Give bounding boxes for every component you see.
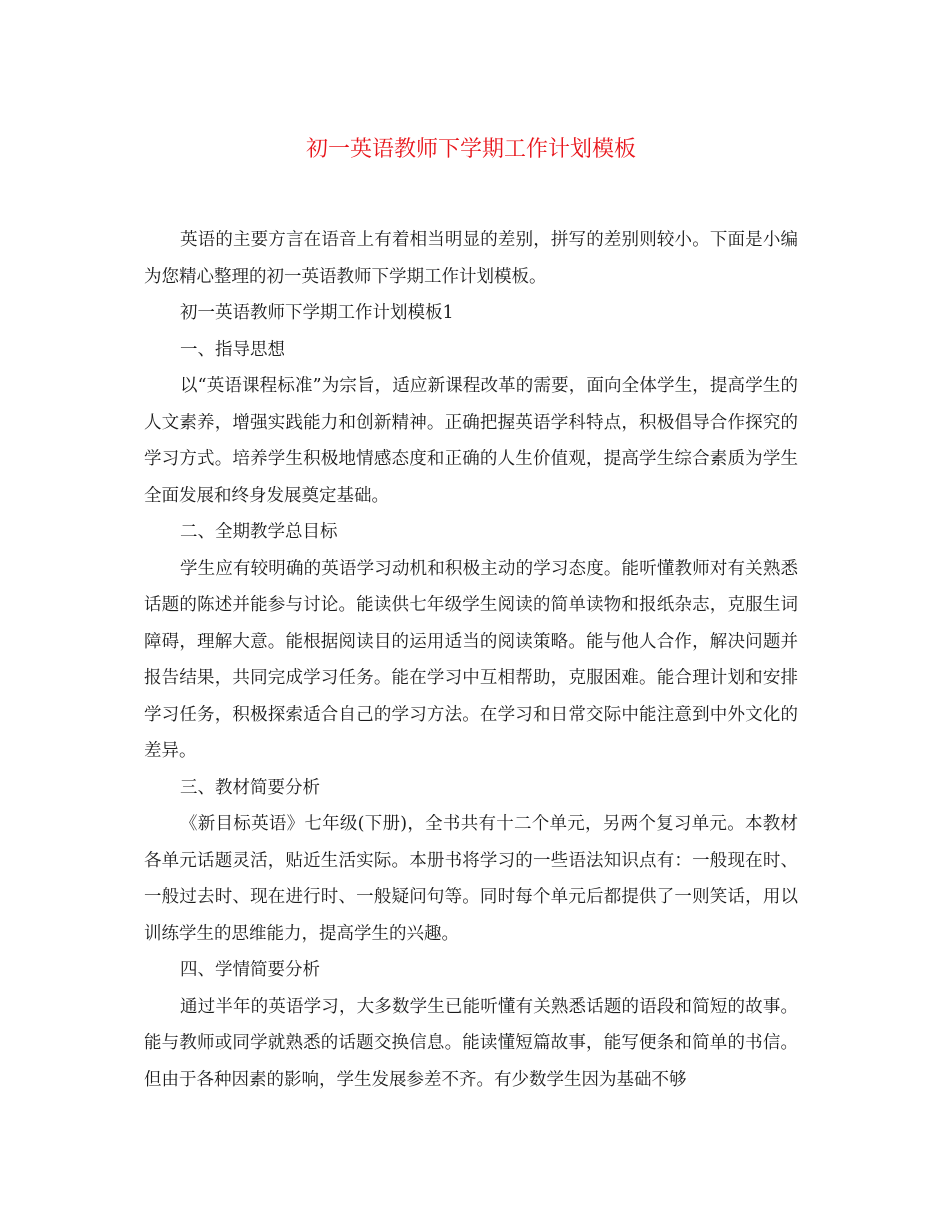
- section-heading-template-1: 初一英语教师下学期工作计划模板1: [180, 303, 454, 323]
- section-heading-textbook-analysis: 三、教材简要分析: [180, 777, 320, 798]
- student-analysis-paragraph: 通过半年的英语学习，大多数学生已能听懂有关熟悉话题的语段和简短的故事。能与教师或同学就熟悉的话题交换信息。能读懂短篇故事，能写便条和简单的书信。但由于各种因素的影响，学生发展参差不齐。有少数学生因为基础不够: [144, 996, 798, 1090]
- section-heading-student-analysis: 四、学情简要分析: [180, 960, 320, 980]
- textbook-analysis-paragraph: 《新目标英语》七年级(下册)，全书共有十二个单元，另两个复习单元。本教材各单元话题灵活，贴近生活实际。本册书将学习的一些语法知识点有：一般现在时、一般过去时、现在进行时、一般疑问句等。同时每个单元后都提供了一则笑话，用以训练学生的思维能力，提高学生的兴趣。: [144, 814, 798, 944]
- document-body: [144, 222, 798, 1098]
- intro-paragraph: 英语的主要方言在语音上有着相当明显的差别，拼写的差别则较小。下面是小编为您精心整理的初一英语教师下学期工作计划模板。: [144, 230, 798, 287]
- teaching-goals-paragraph: 学生应有较明确的英语学习动机和积极主动的学习态度。能听懂教师对有关熟悉话题的陈述并能参与讨论。能读供七年级学生阅读的简单读物和报纸杂志，克服生词障碍，理解大意。能根据阅读目的运用适当的阅读策略。能与他人合作，解决问题并报告结果，共同完成学习任务。能在学习中互相帮助，克服困难。能合理计划和安排学习任务，积极探索适合自己的学习方法。在学习和日常交际中能注意到中外文化的差异。: [144, 558, 798, 761]
- document-title: 初一英语教师下学期工作计划模板: [305, 137, 636, 162]
- section-heading-guiding-thought: 一、指导思想: [180, 339, 285, 360]
- guiding-thought-paragraph: 以“英语课程标准”为宗旨，适应新课程改革的需要，面向全体学生，提高学生的人文素养，增强实践能力和创新精神。正确把握英语学科特点，积极倡导合作探究的学习方式。培养学生积极地情感态度和正确的人生价值观，提高学生综合素质为学生全面发展和终身发展奠定基础。: [144, 376, 798, 506]
- section-heading-teaching-goals: 二、全期教学总目标: [180, 522, 338, 542]
